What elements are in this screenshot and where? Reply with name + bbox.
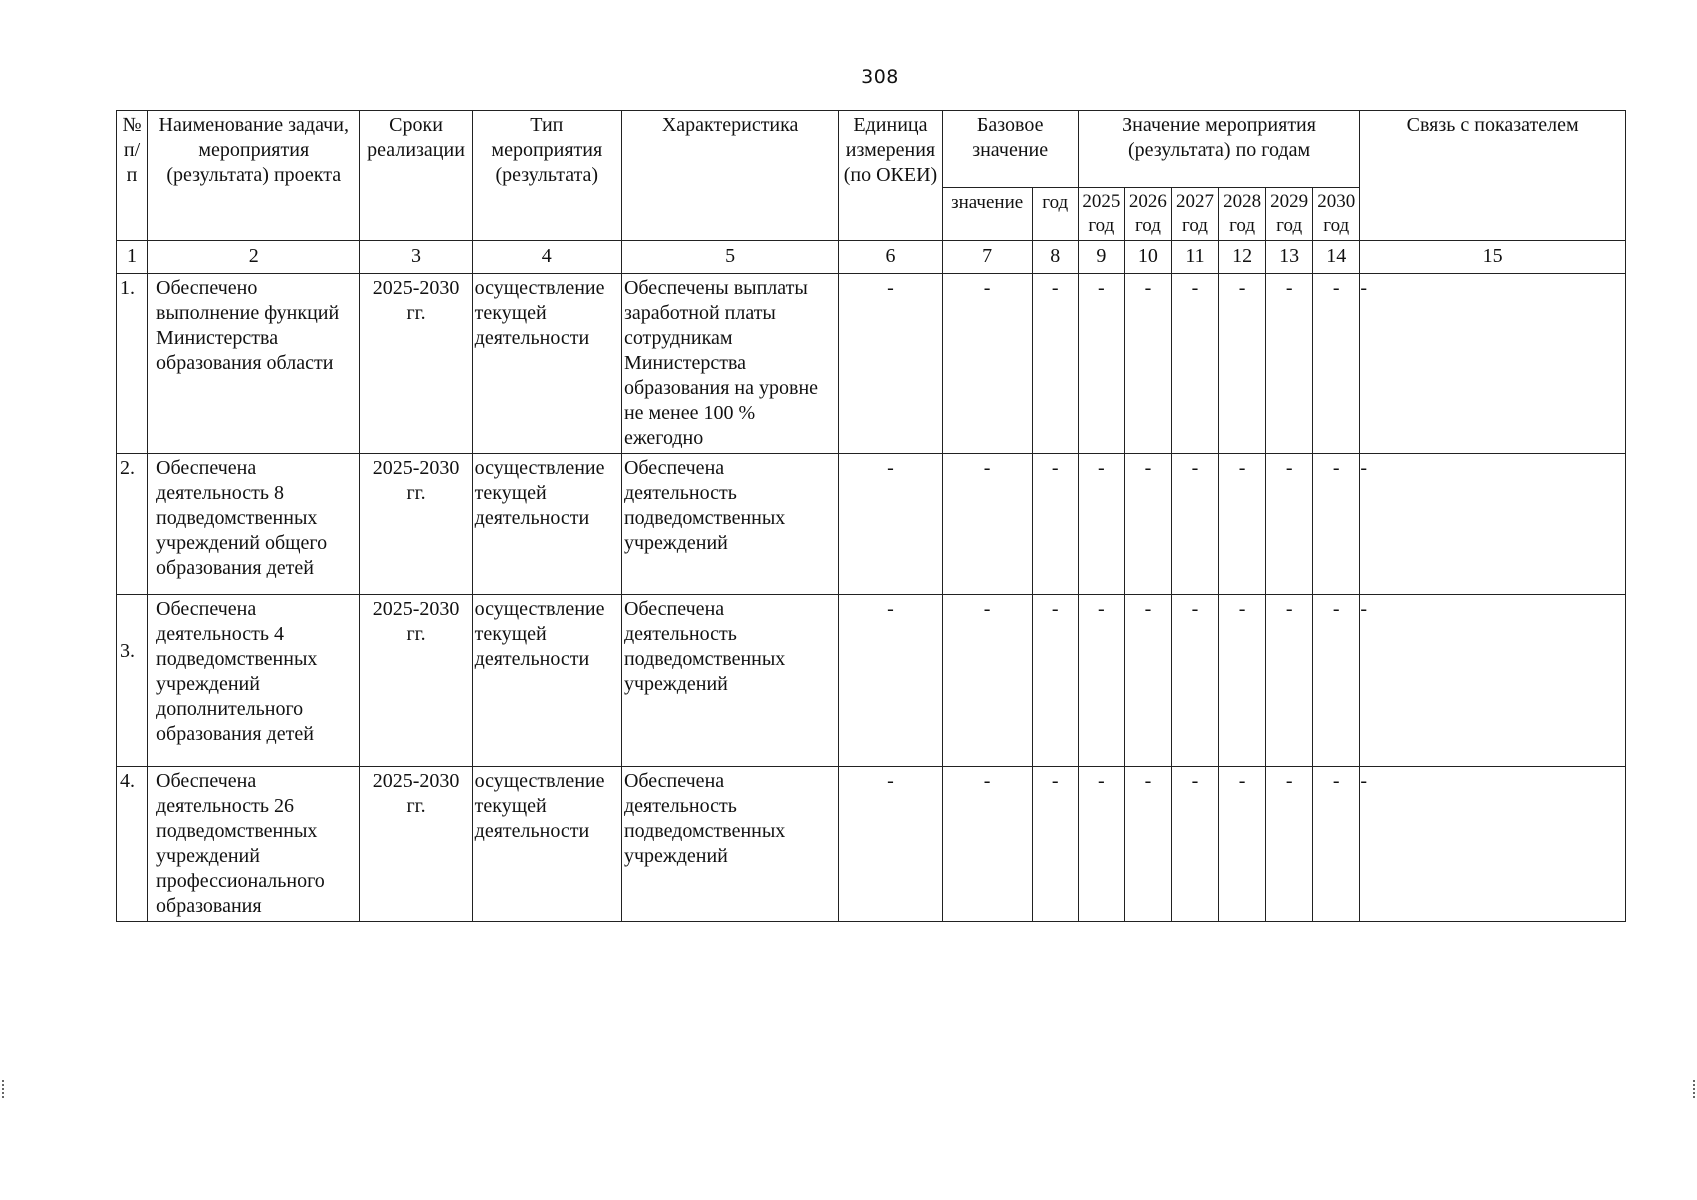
row-year-2030: - <box>1313 454 1360 595</box>
column-number: 11 <box>1171 241 1218 274</box>
row-characteristic: Обеспечены выплаты заработной платы сотрудникам Министерства образования на уровне не менее 100 % ежегодно <box>621 274 838 454</box>
row-year-2027: - <box>1171 454 1218 595</box>
row-year-2028: - <box>1219 767 1266 922</box>
row-terms: 2025-2030 гг. <box>360 274 472 454</box>
header-year-2025: 2025 год <box>1078 188 1124 241</box>
row-unit: - <box>839 454 942 595</box>
header-type: Тип мероприятия (результата) <box>472 111 621 241</box>
table-row <box>117 595 1626 767</box>
column-number: 5 <box>621 241 838 274</box>
header-base-year: год <box>1032 188 1078 241</box>
row-year-2025: - <box>1078 595 1124 767</box>
page-number: 308 <box>861 66 899 88</box>
column-number: 2 <box>148 241 360 274</box>
row-base-value: - <box>942 454 1032 595</box>
row-base-year: - <box>1032 767 1078 922</box>
header-values: Значение мероприятия (результата) по годам <box>1078 111 1360 188</box>
column-number: 9 <box>1078 241 1124 274</box>
header-characteristic: Характеристика <box>621 111 838 241</box>
row-year-2025: - <box>1078 767 1124 922</box>
row-characteristic: Обеспечена деятельность подведомственных учреждений <box>621 595 838 767</box>
row-characteristic: Обеспечена деятельность подведомственных учреждений <box>621 767 838 922</box>
row-year-2025: - <box>1078 274 1124 454</box>
row-year-2028: - <box>1219 274 1266 454</box>
row-unit: - <box>839 595 942 767</box>
row-name: Обеспечена деятельность 4 подведомственных учреждений дополнительного образования детей <box>148 595 360 767</box>
row-terms: 2025-2030 гг. <box>360 767 472 922</box>
row-year-2030: - <box>1313 274 1360 454</box>
row-name: Обеспечена деятельность 26 подведомственных учреждений профессионального образования <box>148 767 360 922</box>
row-year-2025: - <box>1078 454 1124 595</box>
row-year-2029: - <box>1266 454 1313 595</box>
row-year-2026: - <box>1124 274 1171 454</box>
row-base-value: - <box>942 595 1032 767</box>
column-number: 3 <box>360 241 472 274</box>
row-type: осуществление текущей деятельности <box>472 454 621 595</box>
column-number: 15 <box>1360 241 1626 274</box>
column-number: 10 <box>1124 241 1171 274</box>
header-terms: Сроки реализации <box>360 111 472 241</box>
row-name: Обеспечена деятельность 8 подведомственных учреждений общего образования детей <box>148 454 360 595</box>
header-year-2028: 2028 год <box>1219 188 1266 241</box>
scan-edge-mark <box>1693 1080 1697 1098</box>
row-base-value: - <box>942 767 1032 922</box>
row-number: 3. <box>117 595 148 767</box>
column-number: 13 <box>1266 241 1313 274</box>
header-base: Базовое значение <box>942 111 1078 188</box>
header-num: № п/п <box>117 111 148 241</box>
row-number: 1. <box>117 274 148 454</box>
column-number: 6 <box>839 241 942 274</box>
row-year-2030: - <box>1313 767 1360 922</box>
row-link: - <box>1360 454 1626 595</box>
column-number: 4 <box>472 241 621 274</box>
row-year-2026: - <box>1124 767 1171 922</box>
scan-edge-mark <box>2 1080 6 1098</box>
column-number: 1 <box>117 241 148 274</box>
column-number: 12 <box>1219 241 1266 274</box>
row-year-2028: - <box>1219 595 1266 767</box>
row-year-2027: - <box>1171 274 1218 454</box>
row-year-2027: - <box>1171 767 1218 922</box>
header-year-2026: 2026 год <box>1124 188 1171 241</box>
row-unit: - <box>839 767 942 922</box>
row-type: осуществление текущей деятельности <box>472 274 621 454</box>
row-year-2028: - <box>1219 454 1266 595</box>
table-row <box>117 767 1626 922</box>
header-unit: Единица измерения (по ОКЕИ) <box>839 111 942 241</box>
row-name: Обеспечено выполнение функций Министерства образования области <box>148 274 360 454</box>
row-link: - <box>1360 767 1626 922</box>
activities-table <box>116 110 1626 922</box>
table-row <box>117 454 1626 595</box>
row-year-2029: - <box>1266 274 1313 454</box>
row-year-2029: - <box>1266 595 1313 767</box>
row-year-2030: - <box>1313 595 1360 767</box>
row-base-year: - <box>1032 595 1078 767</box>
row-terms: 2025-2030 гг. <box>360 454 472 595</box>
row-base-value: - <box>942 274 1032 454</box>
row-base-year: - <box>1032 454 1078 595</box>
column-number: 8 <box>1032 241 1078 274</box>
row-number: 4. <box>117 767 148 922</box>
row-year-2026: - <box>1124 595 1171 767</box>
header-row-top <box>117 111 1626 188</box>
column-number-row <box>117 241 1626 274</box>
row-year-2026: - <box>1124 454 1171 595</box>
header-link: Связь с показателем <box>1360 111 1626 241</box>
header-year-2030: 2030 год <box>1313 188 1360 241</box>
row-type: осуществление текущей деятельности <box>472 767 621 922</box>
header-base-value: значение <box>942 188 1032 241</box>
header-year-2027: 2027 год <box>1171 188 1218 241</box>
row-unit: - <box>839 274 942 454</box>
row-type: осуществление текущей деятельности <box>472 595 621 767</box>
table-row <box>117 274 1626 454</box>
row-base-year: - <box>1032 274 1078 454</box>
row-link: - <box>1360 274 1626 454</box>
header-name: Наименование задачи, мероприятия (результата) проекта <box>148 111 360 241</box>
row-terms: 2025-2030 гг. <box>360 595 472 767</box>
header-year-2029: 2029 год <box>1266 188 1313 241</box>
column-number: 7 <box>942 241 1032 274</box>
column-number: 14 <box>1313 241 1360 274</box>
row-year-2027: - <box>1171 595 1218 767</box>
row-year-2029: - <box>1266 767 1313 922</box>
row-number: 2. <box>117 454 148 595</box>
row-characteristic: Обеспечена деятельность подведомственных учреждений <box>621 454 838 595</box>
row-link: - <box>1360 595 1626 767</box>
